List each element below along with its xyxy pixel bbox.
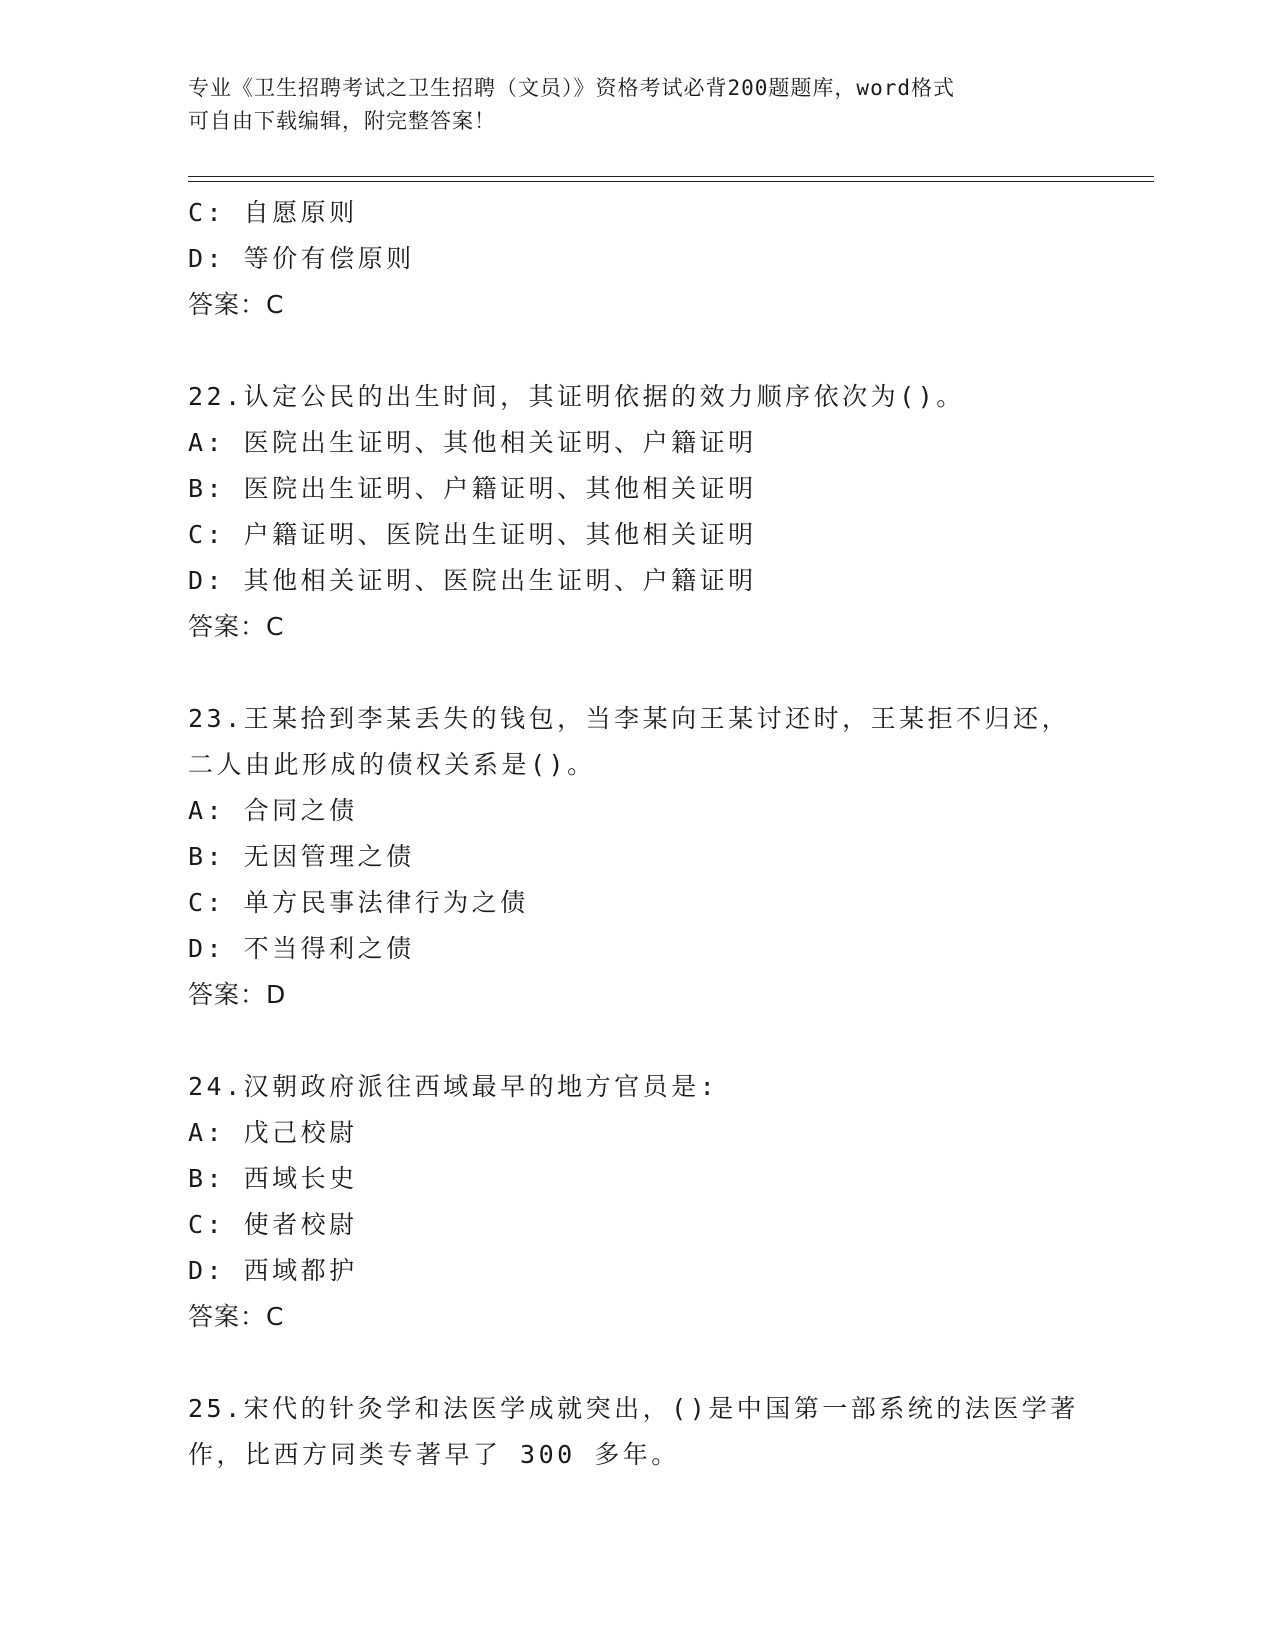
question-24-block <box>188 1064 1148 1340</box>
question-25-block <box>188 1386 1148 1478</box>
q24-option-d: D: 西域都护 <box>188 1256 358 1285</box>
q23-option-c: C: 单方民事法律行为之债 <box>188 888 529 917</box>
q23-answer: 答案：D <box>188 980 287 1009</box>
q23-option-d: D: 不当得利之债 <box>188 934 415 963</box>
q24-option-a: A: 戊己校尉 <box>188 1118 358 1147</box>
document-header <box>188 72 1068 138</box>
header-divider-bottom <box>188 181 1154 182</box>
q22-option-a: A: 医院出生证明、其他相关证明、户籍证明 <box>188 428 757 457</box>
question-23-block <box>188 696 1148 1018</box>
spacer <box>188 328 1148 374</box>
question-list <box>188 190 1148 1478</box>
header-divider-top <box>188 176 1154 177</box>
header-title-line-2: 可自由下载编辑，附完整答案！ <box>188 109 496 133</box>
question-21-block <box>188 190 1148 328</box>
q25-question-line-2: 作，比西方同类专著早了 300 多年。 <box>188 1440 680 1469</box>
q21-option-d: D: 等价有偿原则 <box>188 244 415 273</box>
header-title-line-1: 专业《卫生招聘考试之卫生招聘（文员）》资格考试必背200题题库，word格式 <box>188 76 955 100</box>
q22-answer: 答案：C <box>188 612 285 641</box>
q22-question: 22.认定公民的出生时间，其证明依据的效力顺序依次为()。 <box>188 382 965 411</box>
q22-option-c: C: 户籍证明、医院出生证明、其他相关证明 <box>188 520 757 549</box>
q23-question-line-1: 23.王某拾到李某丢失的钱包，当李某向王某讨还时，王某拒不归还， <box>188 704 1071 733</box>
spacer <box>188 650 1148 696</box>
q23-question-line-2: 二人由此形成的债权关系是()。 <box>188 750 596 779</box>
q21-option-c: C: 自愿原则 <box>188 198 358 227</box>
q22-option-d: D: 其他相关证明、医院出生证明、户籍证明 <box>188 566 757 595</box>
q24-option-b: B: 西域长史 <box>188 1164 358 1193</box>
q23-option-a: A: 合同之债 <box>188 796 358 825</box>
q24-option-c: C: 使者校尉 <box>188 1210 358 1239</box>
q21-answer: 答案：C <box>188 290 285 319</box>
question-22-block <box>188 374 1148 650</box>
q24-answer: 答案：C <box>188 1302 285 1331</box>
q25-question-line-1: 25.宋代的针灸学和法医学成就突出，()是中国第一部系统的法医学著 <box>188 1394 1079 1423</box>
q23-option-b: B: 无因管理之债 <box>188 842 415 871</box>
q22-option-b: B: 医院出生证明、户籍证明、其他相关证明 <box>188 474 757 503</box>
spacer <box>188 1340 1148 1386</box>
spacer <box>188 1018 1148 1064</box>
q24-question: 24.汉朝政府派往西域最早的地方官员是: <box>188 1072 719 1101</box>
